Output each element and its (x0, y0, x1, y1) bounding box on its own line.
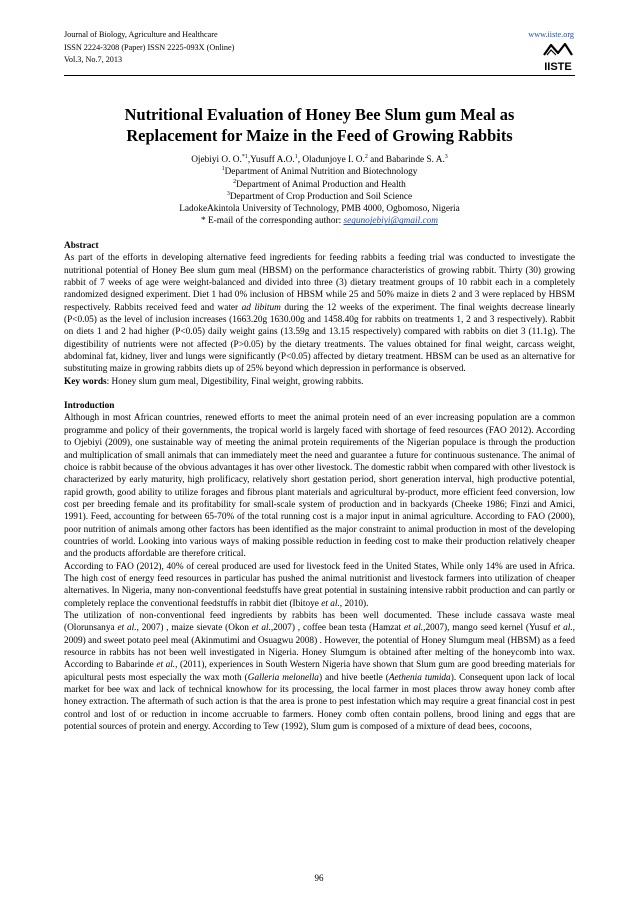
author-2: ,Yusuff A.O. (247, 155, 295, 165)
corresponding-email (64, 215, 575, 227)
logo-text: IISTE (544, 61, 572, 73)
affiliation-3 (64, 191, 575, 203)
intro-p3-text-a: The utilization of non-conventional feed ingredients by rabbits has been well documented. These include cassava waste meal (Olorunsanya (64, 610, 575, 634)
keywords-label: Key words (64, 376, 107, 387)
intro-p3-italic-1: et al., (117, 623, 139, 634)
intro-p3-text-e: 2009) and sweet potato peel meal (Akinmutimi and Osuagwu 2008) . However, the potential of Honey Slumgum meal (HBSM) as a feed resource in rabbits has not been well investigated in Nigeria. Honey Slumgum is obtained after melting of the honeycomb into wax. According to Babarinde (64, 635, 575, 671)
author-2-sup: 1 (294, 153, 298, 160)
keywords-text: : Honey slum gum meal, Digestibility, Final weight, growing rabbits. (106, 376, 364, 387)
intro-p3-text-f: (2011), experiences in South Western Nigeria have shown that Slum gum are good breeding materials for apicultural pests most especially the wax moth ( (64, 660, 575, 683)
author-1: Ojebiyi O. O. (191, 155, 242, 165)
affiliation-3-text: Department of Crop Production and Soil Science (229, 191, 413, 202)
intro-p3-text-d: 2007), mango seed kernel (Yusuf (425, 623, 554, 634)
author-4: and Babarinde S. A. (367, 155, 445, 165)
intro-p3-italic-3: et al., (403, 623, 426, 634)
header-divider (64, 75, 575, 76)
intro-p2-italic: et al., (321, 598, 343, 609)
affiliation-3-sup: 3 (226, 190, 230, 197)
intro-p3-italic-5: et al., (156, 660, 178, 671)
abstract-text-1: As part of the efforts in developing alternative feed ingredients for feeding rabbits a feeding trial was conducted to investigate the nutritional potential of Honey Bee slum gum meal (HBSM) on the performance characteristics of growing rabbit. Thirty (30) growing rabbit of 7 weeks of age were weight-balanced and divided into three (3) dietary treatment groups of 10 rabbit each in a completely randomized designed experiment. Diet 1 had 0% inclusion of HBSM while 25 and 50% maize in diets 2 and 3 were replaced by HBSM respectively. Rabbits received feed and water (64, 253, 575, 313)
intro-paragraph-2 (64, 561, 575, 610)
author-4-sup: 3 (444, 153, 448, 160)
abstract-heading: Abstract (64, 241, 99, 251)
iiste-logo (541, 42, 575, 74)
title-line-2: Replacement for Maize in the Feed of Growing Rabbits (126, 126, 513, 145)
affiliation-1-text: Department of Animal Nutrition and Biotechnology (224, 167, 418, 178)
intro-p3-text-c: 2007) , coffee bean testa (Hamzat (273, 623, 404, 634)
intro-p3-italic-7: Aethenia tumida (388, 672, 451, 683)
intro-p2-text-a: According to FAO (2012), 40% of cereal produced are used for livestock feed in the United States, While only 14% are used in Africa. The high cost of energy feed resources in particular has pushed the animal nutritionist and livestock farmers into utilization of cheaper alternatives. In Nigeria, many non-conventional feedstuffs have great potential in sustaining intensive rabbit production and can partly or completely replace the conventional feedstuffs in rabbit diet (Ibitoye (64, 561, 575, 609)
intro-p2-text-b: 2010). (342, 598, 369, 609)
journal-url-link[interactable]: www.iiste.org (528, 30, 574, 39)
intro-paragraph-3 (64, 610, 575, 733)
journal-volume: Vol.3, No.7, 2013 (64, 55, 123, 65)
journal-issn: ISSN 2224-3208 (Paper) ISSN 2225-093X (Online) (64, 42, 235, 52)
author-list (64, 154, 575, 166)
affiliation-1-sup: 1 (221, 166, 225, 173)
author-block (64, 154, 575, 228)
intro-p3-italic-6: Galleria melonella (247, 672, 319, 683)
keywords-line (64, 376, 575, 388)
affiliation-1 (64, 166, 575, 178)
intro-p3-text-g: ) and hive beetle ( (318, 672, 389, 683)
paper-body (64, 240, 575, 733)
abstract-text-2: during the 12 weeks of the experiment. The final weights decrease linearly (P<0.05) as the level of inclusion increases (1663.20g 1630.00g and 1458.40g for rabbits on treatments 1, 2 and 3 respectively). Rabbit on diets 1 and 2 had higher (P<0.05) daily weight gains (13.59g and 13.15 respectively) compared with rabbits on diet 3 (11.1g). The digestibility of nutrients were not affected (P>0.05) by the dietary treatments. The values obtained for final weight, carcass weight, abdominal fat, kidney, liver and lungs were significantly (P<0.05) affected by dietary treatment. HBSM can be used as an alternative for substituting maize in growing rabbits diets up of 25% beyond which depression in performance is observed. (64, 302, 575, 375)
author-3-sup: 2 (364, 153, 368, 160)
page-number: 96 (314, 873, 324, 883)
introduction-heading: Introduction (64, 401, 115, 412)
intro-p3-italic-2: et al., (251, 623, 274, 634)
email-label: * E-mail of the corresponding author: (200, 216, 344, 227)
email-link[interactable]: segunojebiyi@gmail.com (343, 216, 439, 227)
section-gap (64, 388, 575, 400)
intro-p3-italic-4: et al., (553, 623, 575, 634)
journal-header (64, 29, 574, 67)
intro-p3-text-h: ). Consequent upon lack of local market for bee wax and lack of technical knowhow for its processing, the local farmer in most places throw away honey comb after honey extraction. The aftermath of such action is that the area is prone to pest infestation which may require a great financial cost in pest control and lost of or reduction in income accruable to farmers. Honey comb often contain pollens, brood lining and eggs that are potential sources of protein and energy. According to Tew (1992), Slum gum is composed of a mixture of dead bees, cocoons, (64, 672, 575, 733)
intro-p3-text-b: 2007) , maize sievate (Okon (138, 623, 252, 634)
paper-title (64, 104, 575, 146)
author-1-sup: *1 (241, 153, 248, 160)
journal-name: Journal of Biology, Agriculture and Healthcare (64, 30, 218, 39)
affiliation-2-text: Department of Animal Production and Health (236, 179, 406, 190)
intro-paragraph-1: Although in most African countries, renewed efforts to meet the animal protein need of an ever increasing population are a common programme and policy of their governments, the tropical world is largely faced with shortage of feed resources (FAO 2012). According to Ojebiyi (2009), one sustainable way of meeting the animal protein requirements of the Nigerian populace is through the production and multiplication of small animals that can immediately meet the need and guarantee a future for continuous sustenance. The animal of choice is rabbit because of the obvious advantages it has over other livestock. The domestic rabbit when compared with other livestock is characterized by early maturity, high prolificacy, relatively short gestation period, short generation interval, high productive potential, rapid growth, good ability to utilize forages and fibrous plant materials and agricultural by-product, more efficient feed conversion, low cost per breeding female and its profitability for small-scale system of production and in backyards (Cheeke 1986; Finzi and Amici, 1991). Feed, accounting for between 65-70% of the total running cost is a major input in animal agriculture. According to FAO (2000), poor nutrition of animals among other factors has been identified as the major constraint to animal production in most of the developing countries of world. Looking into various ways of making possible reduction in feeding cost to make their production relatively cheaper and the products affordable are therefore critical. (64, 413, 576, 560)
abstract-paragraph (64, 252, 575, 375)
affiliation-2 (64, 179, 575, 191)
author-3: , Oladunjoye I. O. (297, 155, 365, 165)
title-line-1: Nutritional Evaluation of Honey Bee Slum gum Meal as (124, 105, 515, 124)
abstract-italic: ad libitum (241, 302, 281, 313)
university: LadokeAkintola University of Technology, PMB 4000, Ogbomoso, Nigeria (179, 204, 460, 215)
affiliation-2-sup: 2 (233, 178, 237, 185)
